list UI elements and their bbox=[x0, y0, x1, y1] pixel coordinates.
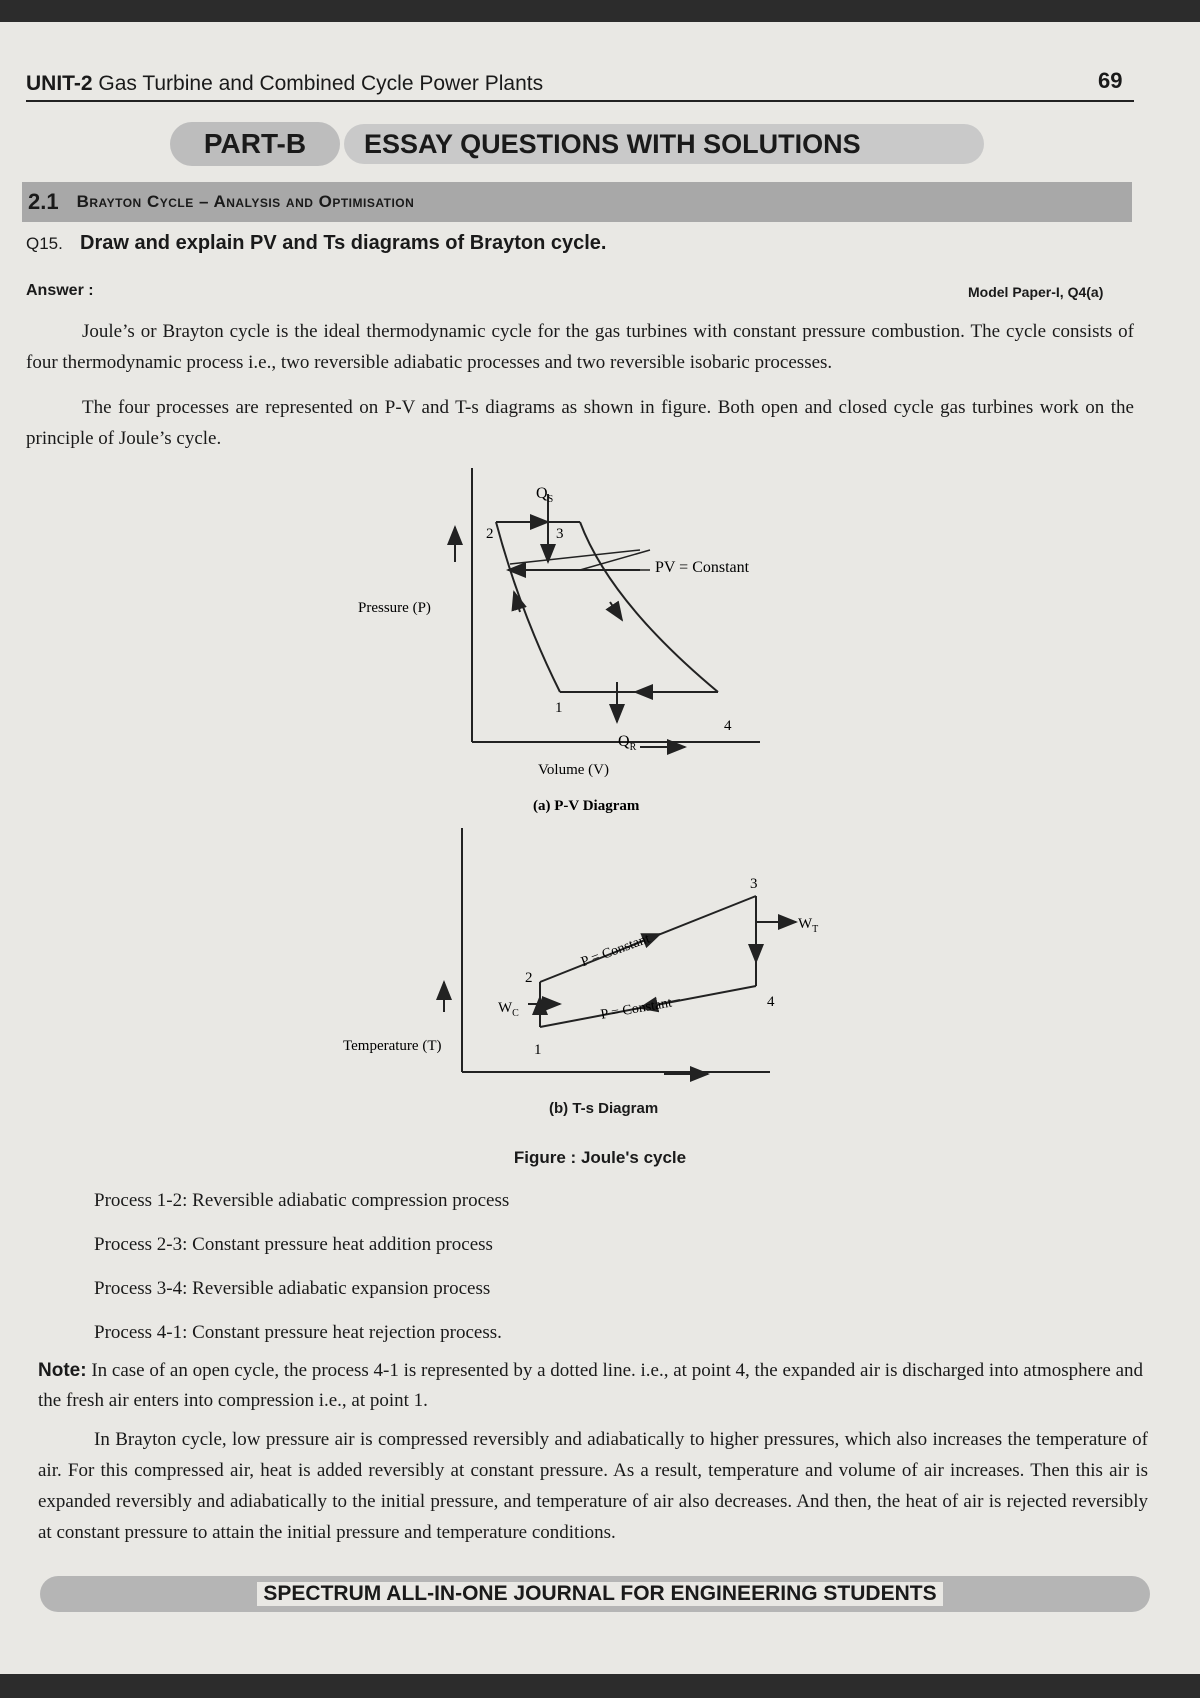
question-label: Q15. bbox=[26, 234, 63, 253]
ts-work-turbine: $W_T$ bbox=[798, 916, 819, 935]
pv-point-3: 3 bbox=[556, 526, 564, 542]
pv-process-3-4 bbox=[580, 522, 718, 692]
pv-diagram bbox=[0, 22, 1200, 1082]
part-title: ESSAY QUESTIONS WITH SOLUTIONS bbox=[344, 124, 984, 164]
pv-caption: (a) P-V Diagram bbox=[533, 798, 640, 814]
ts-work-compressor: $W_C$ bbox=[498, 1000, 519, 1019]
pv-point-2: 2 bbox=[486, 526, 494, 542]
pv-point-1: 1 bbox=[555, 700, 563, 716]
section-title: Brayton Cycle – Analysis and Optimisation bbox=[76, 192, 415, 211]
figure-caption: Figure : Joule's cycle bbox=[513, 1148, 687, 1167]
pv-heat-out: $Q_R$ bbox=[618, 733, 637, 753]
pv-heat-in: $Q_S$ bbox=[536, 485, 554, 505]
section-number: 2.1 bbox=[28, 189, 59, 214]
question-text: Draw and explain PV and Ts diagrams of Brayton cycle. bbox=[80, 232, 607, 254]
paragraph: The four processes are represented on P-V and T-s diagrams as shown in figure. Both open and closed cycle gas turbines work on the principle of Joule’s cycle. bbox=[26, 397, 1134, 449]
note-text: In case of an open cycle, the process 4-1 is represented by a dotted line. i.e., at point 4, the expanded air is discharged into atmosphere and the fresh air enters into compression i.e., at point 1. bbox=[38, 1360, 1144, 1411]
ts-point-2: 2 bbox=[525, 970, 533, 986]
ts-point-4: 4 bbox=[767, 994, 775, 1010]
process-item: Process 4-1: Constant pressure heat rejection process. bbox=[94, 1322, 502, 1343]
pv-y-label: Pressure (P) bbox=[358, 600, 431, 616]
ts-upper-line-label: P = Constant bbox=[579, 931, 652, 971]
ts-point-3: 3 bbox=[750, 876, 758, 892]
page bbox=[0, 22, 1200, 1674]
unit-title: Gas Turbine and Combined Cycle Power Plants bbox=[98, 72, 544, 95]
unit-label: UNIT-2 bbox=[26, 72, 93, 95]
ts-caption: (b) T-s Diagram bbox=[549, 1100, 659, 1117]
answer-label: Answer : bbox=[26, 282, 94, 299]
model-paper-ref: Model Paper-I, Q4(a) bbox=[968, 284, 1104, 300]
pv-x-label: Volume (V) bbox=[538, 762, 609, 778]
process-item: Process 2-3: Constant pressure heat addition process bbox=[94, 1234, 493, 1255]
ts-y-label: Temperature (T) bbox=[343, 1038, 442, 1054]
ts-lower-line-label: P = Constant bbox=[599, 995, 674, 1023]
footer: SPECTRUM ALL-IN-ONE JOURNAL FOR ENGINEERING STUDENTS bbox=[0, 1576, 1200, 1612]
note bbox=[38, 1356, 1148, 1416]
note-label: Note: bbox=[38, 1360, 87, 1381]
closing-paragraph: In Brayton cycle, low pressure air is compressed reversibly and adiabatically to higher pressures, which also increases the temperature of air. For this compressed air, heat is added reversibly at constant pressure. As a result, temperature and volume of air increases. Then this air is expanded reversibly and adiabatically to the initial pressure, and temperature of air also decreases. And then, the heat of air is rejected reversibly at constant pressure to attain the initial pressure and temperature conditions. bbox=[38, 1429, 1148, 1543]
pv-annotation: PV = Constant bbox=[655, 559, 750, 576]
process-item: Process 3-4: Reversible adiabatic expansion process bbox=[94, 1278, 491, 1299]
page-number: 69 bbox=[1098, 68, 1123, 93]
pv-process-1-2 bbox=[496, 522, 560, 692]
part-label: PART-B bbox=[170, 122, 340, 166]
pv-point-4: 4 bbox=[724, 718, 732, 734]
paragraph: Joule’s or Brayton cycle is the ideal thermodynamic cycle for the gas turbines with constant pressure combustion. The cycle consists of four thermodynamic process i.e., two reversible adiabatic processes and two reversible isobaric processes. bbox=[26, 321, 1134, 373]
ts-point-1: 1 bbox=[534, 1042, 542, 1058]
process-item: Process 1-2: Reversible adiabatic compression process bbox=[94, 1190, 510, 1211]
